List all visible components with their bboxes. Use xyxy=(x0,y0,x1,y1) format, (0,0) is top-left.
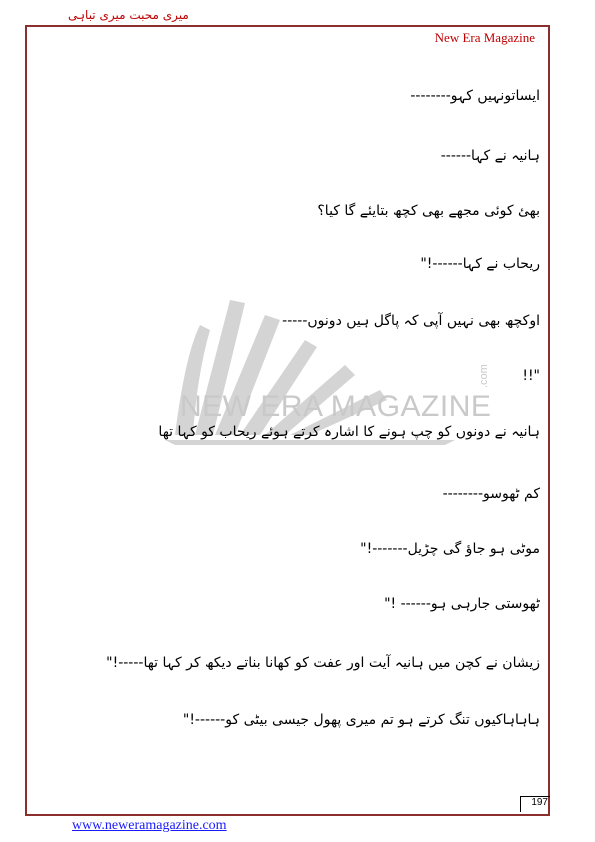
text-line: "!! xyxy=(522,368,540,384)
magazine-name: New Era Magazine xyxy=(434,30,535,45)
text-line: ہاہاہاکیوں تنگ کرتے ہو تم میری پھول جیسی بیٹی کو------!" xyxy=(182,712,540,728)
website-link[interactable]: www.neweramagazine.com xyxy=(72,818,227,833)
watermark-suffix: .com xyxy=(478,364,490,388)
text-line: ریحاب نے کہا------!" xyxy=(420,256,540,272)
text-line: بھئ کوئی مجھے بھی کچھ بتایئے گا کیا؟ xyxy=(317,203,540,219)
text-line: موٹی ہو جاؤ گی چڑیل-------!" xyxy=(360,541,540,557)
text-line: ٹھوستی جارہی ہو------ !" xyxy=(384,596,540,612)
text-line: ایساتونہیں کہو-------- xyxy=(410,88,540,104)
text-line: ہانیہ نے دونوں کو چپ ہونے کا اشارہ کرتے ہوئے ریحاب کو کہا تھا xyxy=(158,424,540,440)
text-line: اوکچھ بھی نہیں آپی کہ پاگل ہیں دونوں----- xyxy=(282,313,540,329)
text-line: ہانیہ نے کہا------ xyxy=(440,148,540,164)
text-line: کم ٹھوسو-------- xyxy=(442,486,540,502)
book-title: میری محبت میری تباہی xyxy=(68,8,189,22)
text-line: زیشان نے کچن میں ہانیہ آیت اور عفت کو کھانا بناتے دیکھ کر کہا تھا-----!" xyxy=(106,655,540,671)
page-number: 197 xyxy=(520,796,550,812)
watermark-text: NEW ERA MAGAZINE xyxy=(180,390,492,423)
